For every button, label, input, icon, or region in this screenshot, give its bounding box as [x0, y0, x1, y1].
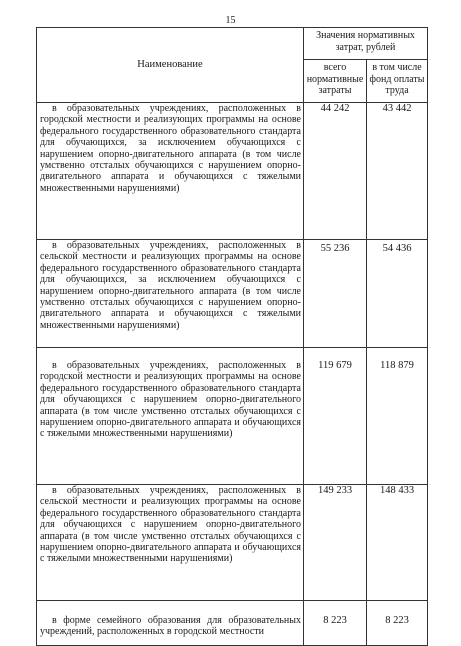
row-payroll-value: 148 433 — [367, 485, 428, 601]
row-name: в образовательных учреждениях, расположенных в сельской местности и реализующих программы на основе федерального государственного образовательного стандарта для обучающихся, за исключением обучающихся с нарушением опорно-двигательного аппарата (в том числе умственно отсталых обучающихся с нарушением опорно-двигательного аппарата и обучающихся с тяжелыми множественными нарушениями) — [37, 240, 304, 348]
row-total-value: 55 236 — [304, 240, 367, 348]
row-name: в образовательных учреждениях, расположенных в городской местности и реализующих программы на основе федерального государственного образовательного стандарта для обучающихся, за исключением обучающихся с нарушением опорно-двигательного аппарата (в том числе умственно отсталых обучающихся с нарушением опорно-двигательного аппарата и обучающихся с тяжелыми множественными нарушениями) — [37, 103, 304, 240]
table-row — [37, 601, 428, 646]
table-row — [37, 348, 428, 485]
page-number: 15 — [225, 15, 236, 26]
header-name: Наименование — [37, 28, 304, 103]
row-payroll-value: 8 223 — [367, 601, 428, 646]
normative-costs-table — [36, 27, 428, 646]
table-row — [37, 240, 428, 348]
row-total-value: 8 223 — [304, 601, 367, 646]
row-payroll-value: 118 879 — [367, 348, 428, 485]
row-payroll-value: 43 442 — [367, 103, 428, 240]
row-name: в форме семейного образования для образовательных учреждений, расположенных в городской местности — [37, 601, 304, 646]
header-payroll-fund: в том числе фонд оплаты труда — [367, 60, 428, 103]
row-total-value: 44 242 — [304, 103, 367, 240]
row-name: в образовательных учреждениях, расположенных в городской местности и реализующих программы на основе федерального государственного образовательного стандарта для обучающихся с нарушением опорно-двигательного аппарата (в том числе умственно отсталых обучающихся с нарушением опорно-двигательного аппарата и обучающихся с тяжелыми множественными нарушениями) — [37, 348, 304, 485]
row-total-value: 149 233 — [304, 485, 367, 601]
row-name: в образовательных учреждениях, расположенных в сельской местности и реализующих программы на основе федерального государственного образовательного стандарта для обучающихся с нарушением опорно-двигательного аппарата (в том числе умственно отсталых обучающихся с нарушением опорно-двигательного аппарата и обучающихся с тяжелыми множественными нарушениями) — [37, 485, 304, 601]
row-total-value: 119 679 — [304, 348, 367, 485]
header-total-costs: всего нормативные затраты — [304, 60, 367, 103]
header-row-top — [37, 28, 428, 60]
table-row — [37, 103, 428, 240]
table-row — [37, 485, 428, 601]
row-payroll-value: 54 436 — [367, 240, 428, 348]
header-cost-group: Значения нормативных затрат, рублей — [304, 28, 428, 60]
